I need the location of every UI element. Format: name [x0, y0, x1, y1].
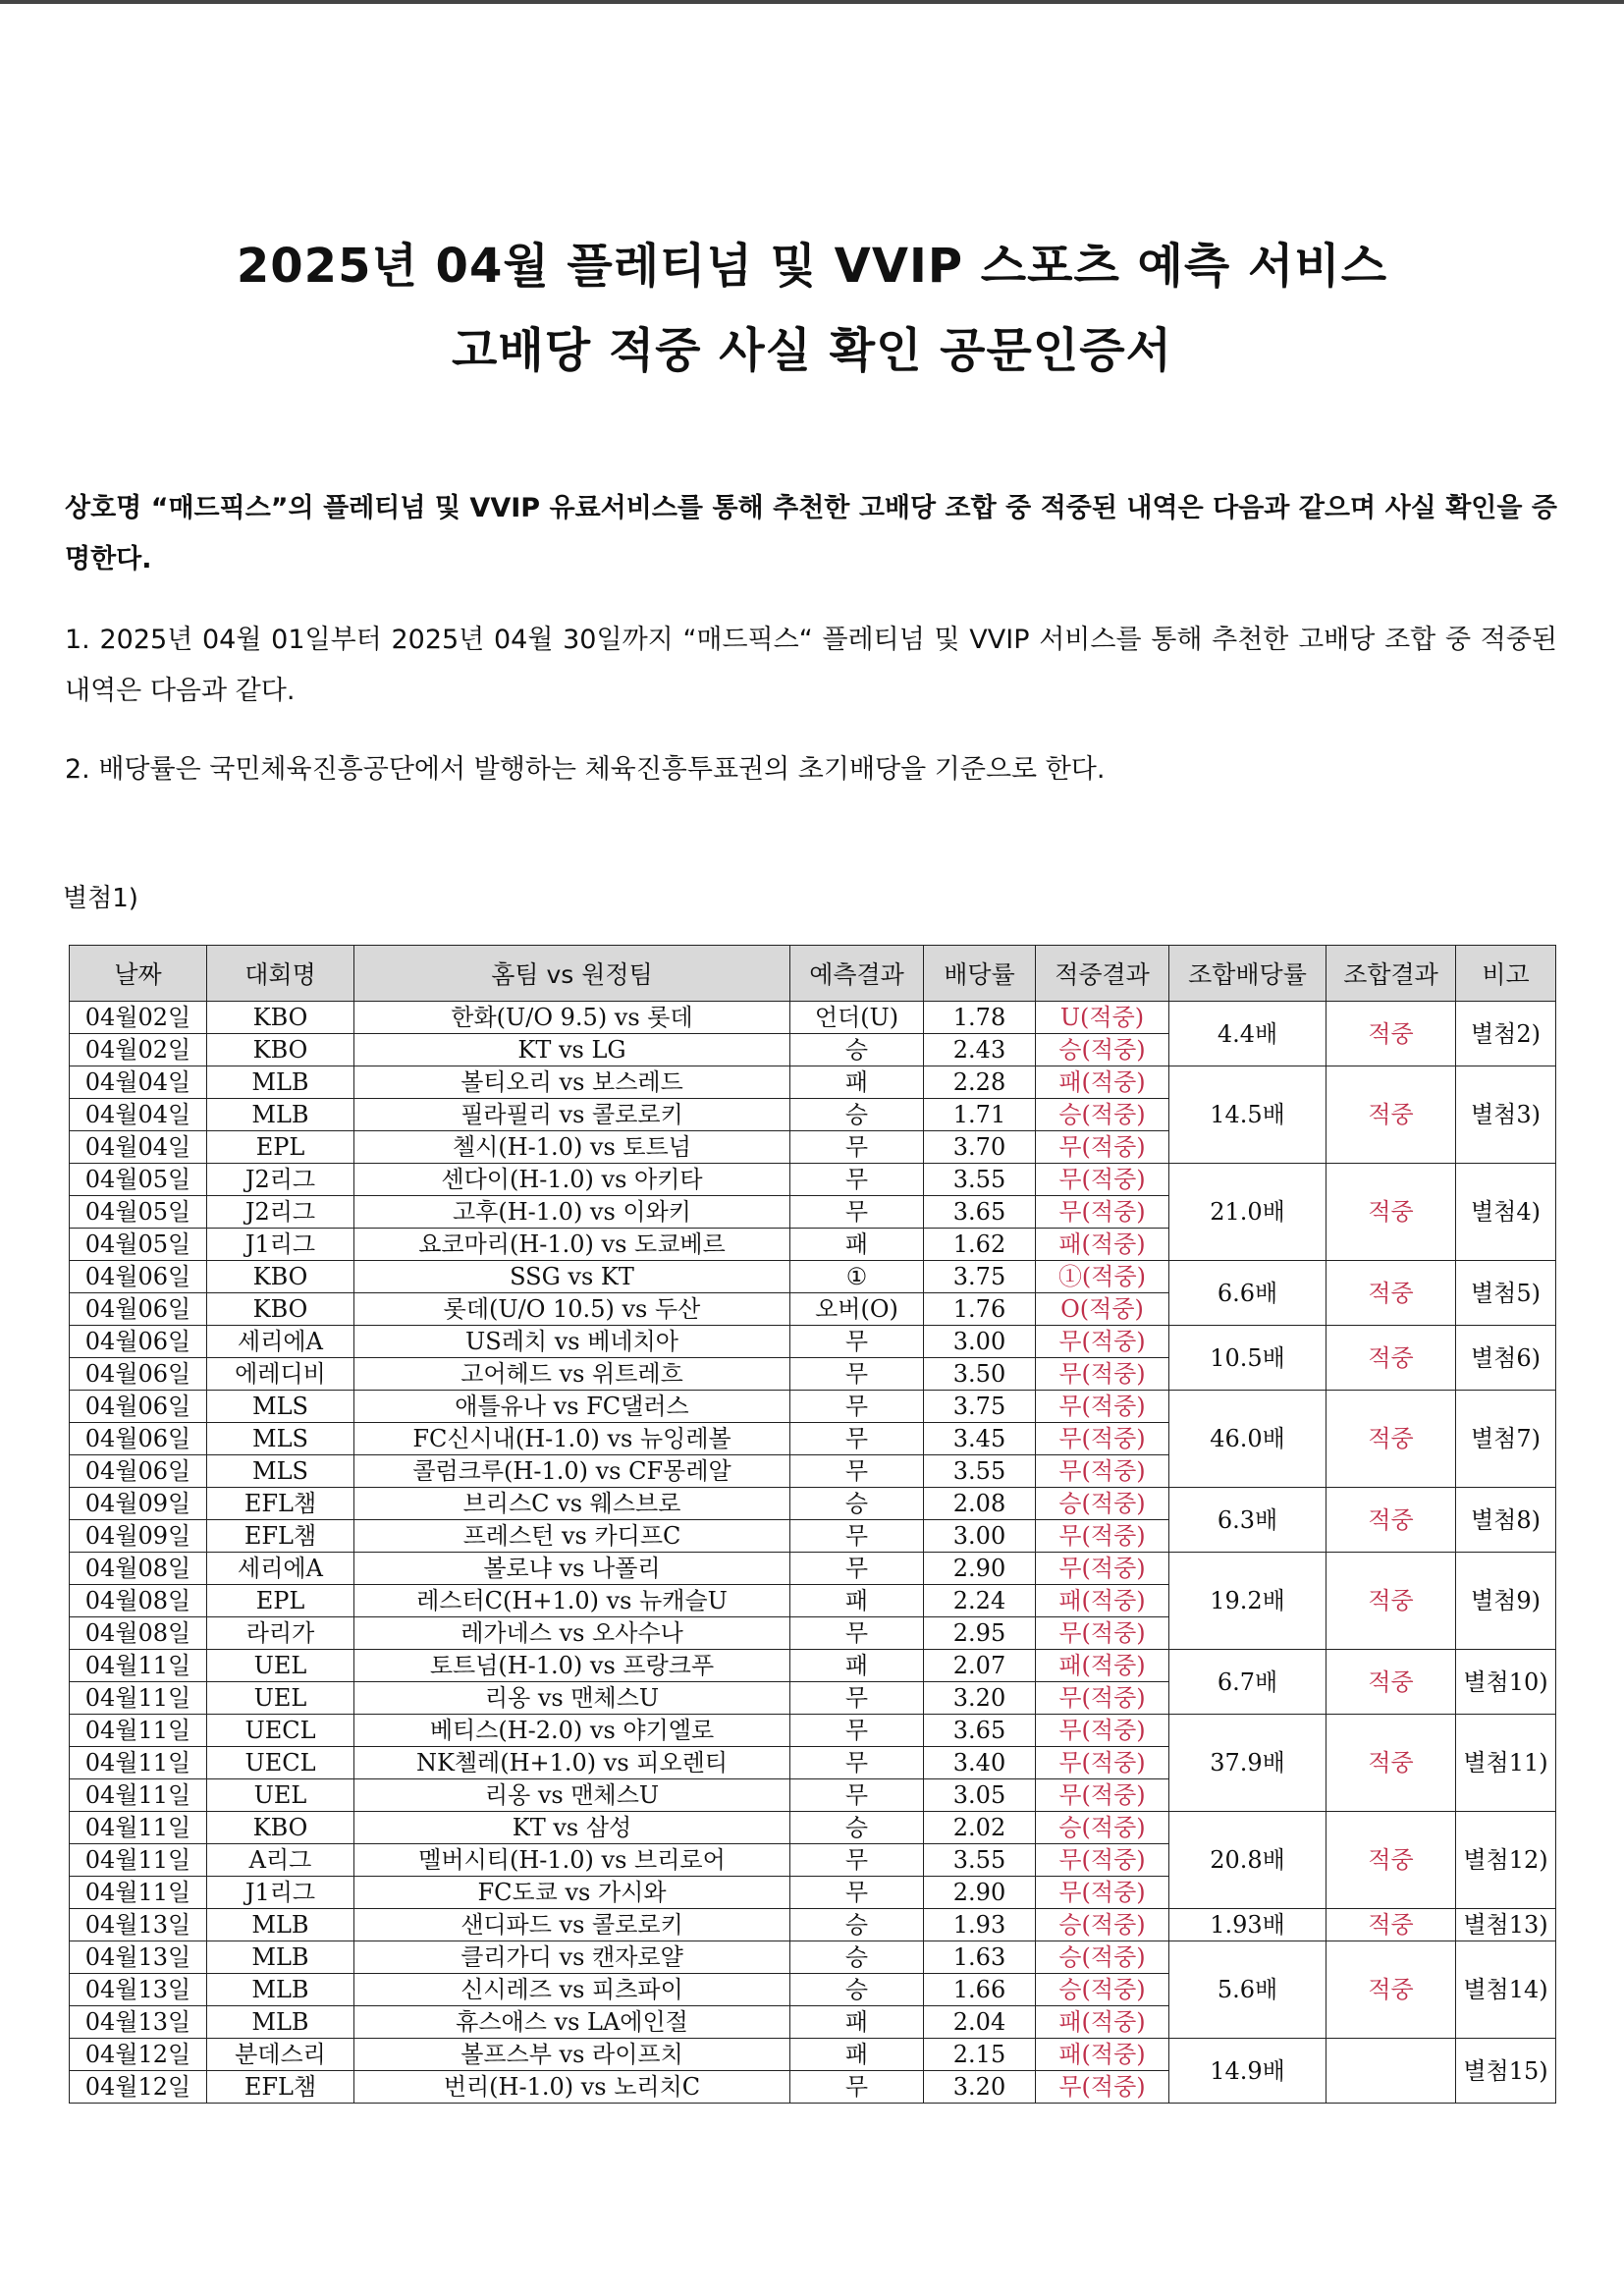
cell-combo-result: 적중: [1326, 1391, 1456, 1488]
cell-odds: 3.05: [924, 1779, 1036, 1812]
cell-note: 별첨10): [1456, 1650, 1556, 1715]
cell-hit-result: 무(적중): [1036, 1164, 1169, 1196]
cell-combo-result: [1326, 2039, 1456, 2104]
cell-hit-result: 승(적중): [1036, 1909, 1169, 1941]
cell-combo-odds: 5.6배: [1169, 1941, 1326, 2039]
cell-hit-result: O(적중): [1036, 1293, 1169, 1326]
cell-matchup: KT vs LG: [354, 1034, 790, 1066]
table-row: [70, 1066, 1556, 1099]
cell-matchup: 한화(U/O 9.5) vs 롯데: [354, 1002, 790, 1034]
cell-prediction: 무: [790, 1164, 924, 1196]
cell-league: MLB: [207, 1974, 354, 2006]
cell-league: EFL챔: [207, 1488, 354, 1520]
cell-prediction: 무: [790, 1747, 924, 1779]
cell-matchup: 레가네스 vs 오사수나: [354, 1617, 790, 1650]
cell-date: 04월06일: [70, 1326, 207, 1358]
cell-combo-odds: 14.9배: [1169, 2039, 1326, 2104]
table-row: [70, 1553, 1556, 1585]
cell-hit-result: 무(적중): [1036, 1196, 1169, 1229]
cell-date: 04월06일: [70, 1358, 207, 1391]
cell-league: EFL챔: [207, 1520, 354, 1553]
cell-hit-result: 무(적중): [1036, 1747, 1169, 1779]
cell-note: 별첨13): [1456, 1909, 1556, 1941]
cell-odds: 3.75: [924, 1391, 1036, 1423]
cell-league: UECL: [207, 1747, 354, 1779]
cell-combo-odds: 21.0배: [1169, 1164, 1326, 1261]
cell-combo-result: 적중: [1326, 1164, 1456, 1261]
cell-prediction: 승: [790, 1034, 924, 1066]
cell-league: 세리에A: [207, 1326, 354, 1358]
cell-odds: 3.20: [924, 1682, 1036, 1715]
cell-odds: 3.20: [924, 2071, 1036, 2104]
cell-matchup: 토트넘(H-1.0) vs 프랑크푸: [354, 1650, 790, 1682]
cell-date: 04월02일: [70, 1002, 207, 1034]
cell-odds: 2.43: [924, 1034, 1036, 1066]
cell-prediction: 무: [790, 2071, 924, 2104]
cell-date: 04월12일: [70, 2071, 207, 2104]
cell-prediction: 무: [790, 1358, 924, 1391]
cell-prediction: 무: [790, 1682, 924, 1715]
table-header-row: [70, 946, 1556, 1002]
cell-matchup: 레스터C(H+1.0) vs 뉴캐슬U: [354, 1585, 790, 1617]
clause-2: 2. 배당률은 국민체육진흥공단에서 발행하는 체육진흥투표권의 초기배당을 기준으로 한다.: [65, 754, 1106, 785]
cell-note: 별첨11): [1456, 1715, 1556, 1812]
cell-combo-odds: 20.8배: [1169, 1812, 1326, 1909]
cell-prediction: 패: [790, 1229, 924, 1261]
cell-odds: 3.55: [924, 1455, 1036, 1488]
cell-combo-result: 적중: [1326, 1941, 1456, 2039]
cell-date: 04월13일: [70, 1974, 207, 2006]
cell-odds: 3.40: [924, 1747, 1036, 1779]
cell-league: MLS: [207, 1423, 354, 1455]
cell-odds: 2.24: [924, 1585, 1036, 1617]
cell-date: 04월05일: [70, 1164, 207, 1196]
cell-prediction: 패: [790, 1585, 924, 1617]
cell-hit-result: 승(적중): [1036, 1941, 1169, 1974]
cell-date: 04월11일: [70, 1812, 207, 1844]
cell-odds: 3.00: [924, 1326, 1036, 1358]
table-row: [70, 1391, 1556, 1423]
cell-combo-odds: 37.9배: [1169, 1715, 1326, 1812]
cell-league: 분데스리: [207, 2039, 354, 2071]
cell-league: 라리가: [207, 1617, 354, 1650]
cell-prediction: 패: [790, 1066, 924, 1099]
cell-hit-result: 무(적중): [1036, 1455, 1169, 1488]
results-table: [69, 945, 1556, 2104]
cell-odds: 3.45: [924, 1423, 1036, 1455]
header-odds: 배당률: [924, 946, 1036, 1002]
cell-note: 별첨12): [1456, 1812, 1556, 1909]
cell-odds: 3.55: [924, 1844, 1036, 1877]
cell-hit-result: 패(적중): [1036, 2006, 1169, 2039]
cell-note: 별첨9): [1456, 1553, 1556, 1650]
cell-odds: 2.15: [924, 2039, 1036, 2071]
cell-hit-result: 패(적중): [1036, 1585, 1169, 1617]
cell-matchup: 샌디파드 vs 콜로로키: [354, 1909, 790, 1941]
cell-prediction: 무: [790, 1844, 924, 1877]
cell-combo-odds: 19.2배: [1169, 1553, 1326, 1650]
cell-prediction: 무: [790, 1779, 924, 1812]
cell-odds: 3.50: [924, 1358, 1036, 1391]
cell-date: 04월13일: [70, 2006, 207, 2039]
cell-date: 04월06일: [70, 1391, 207, 1423]
cell-matchup: 브리스C vs 웨스브로: [354, 1488, 790, 1520]
cell-odds: 1.62: [924, 1229, 1036, 1261]
header-combo-odds: 조합배당률: [1169, 946, 1326, 1002]
cell-matchup: 리옹 vs 맨체스U: [354, 1682, 790, 1715]
cell-matchup: 멜버시티(H-1.0) vs 브리로어: [354, 1844, 790, 1877]
cell-league: UEL: [207, 1650, 354, 1682]
cell-matchup: 애틀유나 vs FC댈러스: [354, 1391, 790, 1423]
cell-prediction: 승: [790, 1812, 924, 1844]
cell-combo-result: 적중: [1326, 1553, 1456, 1650]
cell-date: 04월13일: [70, 1941, 207, 1974]
cell-matchup: 베티스(H-2.0) vs 야기엘로: [354, 1715, 790, 1747]
cell-date: 04월09일: [70, 1520, 207, 1553]
cell-prediction: 무: [790, 1617, 924, 1650]
cell-hit-result: 무(적중): [1036, 1391, 1169, 1423]
cell-league: EPL: [207, 1131, 354, 1164]
cell-note: 별첨2): [1456, 1002, 1556, 1066]
cell-matchup: 고어헤드 vs 위트레흐: [354, 1358, 790, 1391]
cell-league: MLB: [207, 1941, 354, 1974]
cell-note: 별첨15): [1456, 2039, 1556, 2104]
cell-date: 04월11일: [70, 1844, 207, 1877]
document-title-line1: 2025년 04월 플레티넘 및 VVIP 스포츠 예측 서비스: [236, 239, 1388, 294]
cell-league: J1리그: [207, 1229, 354, 1261]
cell-note: 별첨3): [1456, 1066, 1556, 1164]
cell-prediction: 패: [790, 2006, 924, 2039]
cell-date: 04월08일: [70, 1553, 207, 1585]
cell-date: 04월04일: [70, 1099, 207, 1131]
cell-hit-result: 무(적중): [1036, 1715, 1169, 1747]
cell-hit-result: U(적중): [1036, 1002, 1169, 1034]
cell-prediction: 무: [790, 1877, 924, 1909]
cell-combo-odds: 6.3배: [1169, 1488, 1326, 1553]
cell-prediction: 무: [790, 1423, 924, 1455]
header-combo-result: 조합결과: [1326, 946, 1456, 1002]
table-row: [70, 2039, 1556, 2071]
cell-league: J1리그: [207, 1877, 354, 1909]
cell-odds: 2.02: [924, 1812, 1036, 1844]
cell-matchup: 신시레즈 vs 피츠파이: [354, 1974, 790, 2006]
cell-combo-result: 적중: [1326, 1002, 1456, 1066]
cell-date: 04월04일: [70, 1066, 207, 1099]
cell-combo-result: 적중: [1326, 1715, 1456, 1812]
intro-paragraph: 상호명 “매드픽스”의 플레티넘 및 VVIP 유료서비스를 통해 추천한 고배당 조합 중 적중된 내역은 다음과 같으며 사실 확인을 증명한다.: [65, 493, 1557, 574]
cell-combo-odds: 4.4배: [1169, 1002, 1326, 1066]
cell-date: 04월09일: [70, 1488, 207, 1520]
cell-hit-result: 승(적중): [1036, 1034, 1169, 1066]
cell-matchup: 필라필리 vs 콜로로키: [354, 1099, 790, 1131]
cell-hit-result: 승(적중): [1036, 1812, 1169, 1844]
cell-hit-result: 무(적중): [1036, 1617, 1169, 1650]
table-row: [70, 1261, 1556, 1293]
cell-date: 04월11일: [70, 1715, 207, 1747]
cell-combo-result: 적중: [1326, 1650, 1456, 1715]
cell-prediction: 무: [790, 1455, 924, 1488]
cell-odds: 1.93: [924, 1909, 1036, 1941]
cell-date: 04월11일: [70, 1747, 207, 1779]
cell-matchup: US레치 vs 베네치아: [354, 1326, 790, 1358]
cell-league: EFL챔: [207, 2071, 354, 2104]
cell-hit-result: 패(적중): [1036, 1229, 1169, 1261]
scan-top-edge: [0, 0, 1624, 4]
header-date: 날짜: [70, 946, 207, 1002]
cell-note: 별첨4): [1456, 1164, 1556, 1261]
cell-odds: 3.70: [924, 1131, 1036, 1164]
cell-matchup: 요코마리(H-1.0) vs 도쿄베르: [354, 1229, 790, 1261]
cell-combo-result: 적중: [1326, 1326, 1456, 1391]
cell-date: 04월13일: [70, 1909, 207, 1941]
cell-league: UECL: [207, 1715, 354, 1747]
cell-date: 04월05일: [70, 1229, 207, 1261]
cell-odds: 2.90: [924, 1877, 1036, 1909]
cell-matchup: 리옹 vs 맨체스U: [354, 1779, 790, 1812]
cell-date: 04월11일: [70, 1682, 207, 1715]
cell-hit-result: 무(적중): [1036, 1844, 1169, 1877]
cell-hit-result: 승(적중): [1036, 1099, 1169, 1131]
cell-matchup: NK첼레(H+1.0) vs 피오렌티: [354, 1747, 790, 1779]
cell-combo-odds: 1.93배: [1169, 1909, 1326, 1941]
header-hit-result: 적중결과: [1036, 946, 1169, 1002]
cell-matchup: 볼로냐 vs 나폴리: [354, 1553, 790, 1585]
cell-combo-odds: 10.5배: [1169, 1326, 1326, 1391]
cell-hit-result: ①(적중): [1036, 1261, 1169, 1293]
cell-matchup: 첼시(H-1.0) vs 토트넘: [354, 1131, 790, 1164]
cell-hit-result: 무(적중): [1036, 1358, 1169, 1391]
cell-hit-result: 패(적중): [1036, 1650, 1169, 1682]
header-prediction: 예측결과: [790, 946, 924, 1002]
cell-odds: 1.66: [924, 1974, 1036, 2006]
header-note: 비고: [1456, 946, 1556, 1002]
cell-prediction: 패: [790, 2039, 924, 2071]
cell-league: MLB: [207, 2006, 354, 2039]
cell-combo-odds: 6.7배: [1169, 1650, 1326, 1715]
cell-combo-result: 적중: [1326, 1066, 1456, 1164]
table-row: [70, 1941, 1556, 1974]
cell-odds: 1.63: [924, 1941, 1036, 1974]
cell-prediction: 승: [790, 1974, 924, 2006]
cell-hit-result: 무(적중): [1036, 1423, 1169, 1455]
table-row: [70, 1650, 1556, 1682]
cell-odds: 1.71: [924, 1099, 1036, 1131]
cell-odds: 1.76: [924, 1293, 1036, 1326]
cell-league: 에레디비: [207, 1358, 354, 1391]
header-league: 대회명: [207, 946, 354, 1002]
cell-matchup: 휴스애스 vs LA에인절: [354, 2006, 790, 2039]
cell-matchup: KT vs 삼성: [354, 1812, 790, 1844]
cell-date: 04월11일: [70, 1877, 207, 1909]
cell-league: MLB: [207, 1099, 354, 1131]
cell-note: 별첨8): [1456, 1488, 1556, 1553]
table-row: [70, 1002, 1556, 1034]
cell-league: MLB: [207, 1066, 354, 1099]
cell-hit-result: 무(적중): [1036, 1779, 1169, 1812]
cell-prediction: 승: [790, 1941, 924, 1974]
cell-matchup: 번리(H-1.0) vs 노리치C: [354, 2071, 790, 2104]
cell-league: A리그: [207, 1844, 354, 1877]
table-row: [70, 1488, 1556, 1520]
cell-prediction: 패: [790, 1650, 924, 1682]
cell-date: 04월08일: [70, 1617, 207, 1650]
cell-matchup: 센다이(H-1.0) vs 아키타: [354, 1164, 790, 1196]
cell-hit-result: 무(적중): [1036, 1877, 1169, 1909]
cell-hit-result: 패(적중): [1036, 2039, 1169, 2071]
cell-combo-odds: 14.5배: [1169, 1066, 1326, 1164]
cell-prediction: 승: [790, 1488, 924, 1520]
table-row: [70, 1909, 1556, 1941]
cell-matchup: 롯데(U/O 10.5) vs 두산: [354, 1293, 790, 1326]
cell-combo-odds: 6.6배: [1169, 1261, 1326, 1326]
cell-prediction: 무: [790, 1131, 924, 1164]
cell-hit-result: 승(적중): [1036, 1488, 1169, 1520]
cell-prediction: 오버(O): [790, 1293, 924, 1326]
cell-league: J2리그: [207, 1164, 354, 1196]
cell-matchup: FC신시내(H-1.0) vs 뉴잉레볼: [354, 1423, 790, 1455]
cell-matchup: 고후(H-1.0) vs 이와키: [354, 1196, 790, 1229]
cell-league: UEL: [207, 1682, 354, 1715]
cell-hit-result: 승(적중): [1036, 1974, 1169, 2006]
cell-odds: 2.90: [924, 1553, 1036, 1585]
cell-hit-result: 무(적중): [1036, 1520, 1169, 1553]
cell-odds: 3.55: [924, 1164, 1036, 1196]
cell-league: 세리에A: [207, 1553, 354, 1585]
cell-odds: 2.95: [924, 1617, 1036, 1650]
cell-date: 04월06일: [70, 1293, 207, 1326]
cell-league: KBO: [207, 1293, 354, 1326]
cell-league: UEL: [207, 1779, 354, 1812]
cell-combo-result: 적중: [1326, 1812, 1456, 1909]
cell-date: 04월02일: [70, 1034, 207, 1066]
cell-league: KBO: [207, 1261, 354, 1293]
clause-1: 1. 2025년 04월 01일부터 2025년 04월 30일까지 “매드픽스“ 플레티넘 및 VVIP 서비스를 통해 추천한 고배당 조합 중 적중된 내역은 다음과 같다.: [65, 625, 1557, 706]
cell-league: KBO: [207, 1002, 354, 1034]
table-row: [70, 1812, 1556, 1844]
cell-prediction: 무: [790, 1391, 924, 1423]
cell-matchup: 볼프스부 vs 라이프치: [354, 2039, 790, 2071]
cell-hit-result: 패(적중): [1036, 1066, 1169, 1099]
cell-league: MLB: [207, 1909, 354, 1941]
cell-note: 별첨5): [1456, 1261, 1556, 1326]
attachment-label: 별첨1): [63, 884, 138, 913]
table-row: [70, 1164, 1556, 1196]
cell-hit-result: 무(적중): [1036, 1131, 1169, 1164]
cell-matchup: FC도쿄 vs 가시와: [354, 1877, 790, 1909]
cell-date: 04월05일: [70, 1196, 207, 1229]
cell-date: 04월06일: [70, 1423, 207, 1455]
cell-odds: 3.65: [924, 1715, 1036, 1747]
cell-date: 04월11일: [70, 1779, 207, 1812]
cell-matchup: 프레스턴 vs 카디프C: [354, 1520, 790, 1553]
cell-combo-result: 적중: [1326, 1909, 1456, 1941]
header-matchup: 홈팀 vs 원정팀: [354, 946, 790, 1002]
cell-prediction: 승: [790, 1909, 924, 1941]
table-row: [70, 1326, 1556, 1358]
cell-prediction: ①: [790, 1261, 924, 1293]
cell-odds: 2.08: [924, 1488, 1036, 1520]
cell-date: 04월06일: [70, 1261, 207, 1293]
document-title-line2: 고배당 적중 사실 확인 공문인증서: [452, 323, 1172, 378]
cell-prediction: 언더(U): [790, 1002, 924, 1034]
table-body: [70, 1002, 1556, 2104]
cell-date: 04월04일: [70, 1131, 207, 1164]
cell-date: 04월11일: [70, 1650, 207, 1682]
cell-odds: 1.78: [924, 1002, 1036, 1034]
cell-date: 04월12일: [70, 2039, 207, 2071]
cell-prediction: 무: [790, 1196, 924, 1229]
cell-hit-result: 무(적중): [1036, 1326, 1169, 1358]
cell-combo-result: 적중: [1326, 1261, 1456, 1326]
cell-combo-odds: 46.0배: [1169, 1391, 1326, 1488]
table-row: [70, 1715, 1556, 1747]
cell-odds: 3.00: [924, 1520, 1036, 1553]
cell-league: J2리그: [207, 1196, 354, 1229]
cell-league: KBO: [207, 1034, 354, 1066]
cell-matchup: 클리가디 vs 캔자로얄: [354, 1941, 790, 1974]
cell-date: 04월06일: [70, 1455, 207, 1488]
cell-prediction: 승: [790, 1099, 924, 1131]
cell-matchup: 콜럼크루(H-1.0) vs CF몽레알: [354, 1455, 790, 1488]
cell-odds: 2.04: [924, 2006, 1036, 2039]
cell-hit-result: 무(적중): [1036, 1682, 1169, 1715]
cell-hit-result: 무(적중): [1036, 2071, 1169, 2104]
cell-prediction: 무: [790, 1520, 924, 1553]
cell-league: KBO: [207, 1812, 354, 1844]
cell-odds: 2.07: [924, 1650, 1036, 1682]
cell-date: 04월08일: [70, 1585, 207, 1617]
cell-note: 별첨7): [1456, 1391, 1556, 1488]
cell-league: EPL: [207, 1585, 354, 1617]
cell-prediction: 무: [790, 1715, 924, 1747]
cell-note: 별첨6): [1456, 1326, 1556, 1391]
cell-matchup: SSG vs KT: [354, 1261, 790, 1293]
cell-odds: 3.65: [924, 1196, 1036, 1229]
cell-league: MLS: [207, 1455, 354, 1488]
cell-matchup: 볼티오리 vs 보스레드: [354, 1066, 790, 1099]
cell-prediction: 무: [790, 1326, 924, 1358]
cell-prediction: 무: [790, 1553, 924, 1585]
cell-hit-result: 무(적중): [1036, 1553, 1169, 1585]
cell-note: 별첨14): [1456, 1941, 1556, 2039]
cell-combo-result: 적중: [1326, 1488, 1456, 1553]
cell-odds: 2.28: [924, 1066, 1036, 1099]
cell-league: MLS: [207, 1391, 354, 1423]
cell-odds: 3.75: [924, 1261, 1036, 1293]
